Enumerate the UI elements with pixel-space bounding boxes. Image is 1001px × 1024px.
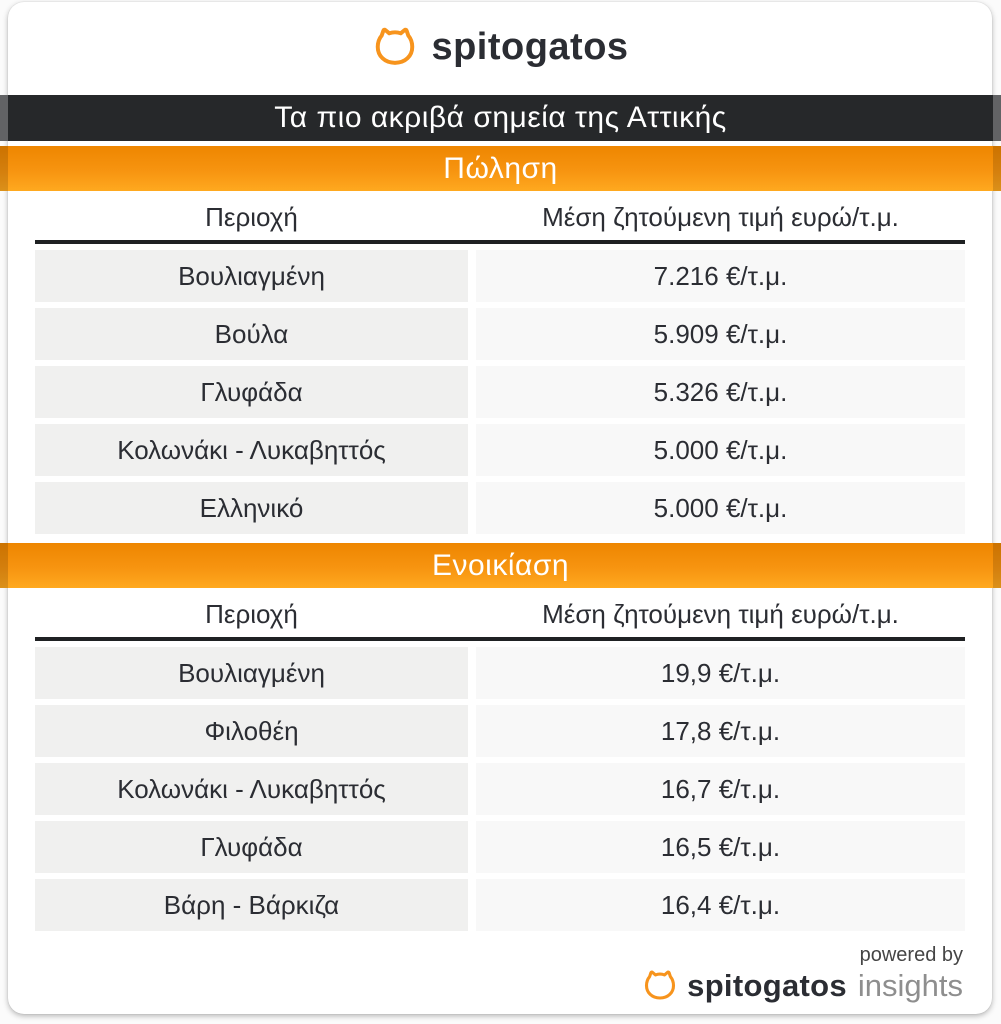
rental-table-header: [35, 588, 965, 637]
area-cell: Γλυφάδα: [35, 366, 468, 418]
area-cell: Ελληνικό: [35, 482, 468, 534]
table-row: [35, 250, 965, 302]
column-header-price: Μέση ζητούμενη τιμή ευρώ/τ.μ.: [542, 202, 899, 232]
area-cell: Γλυφάδα: [35, 821, 468, 873]
sale-table: [35, 191, 965, 534]
table-row: [35, 705, 965, 757]
footer: [0, 931, 1001, 1004]
area-cell: Βούλα: [35, 308, 468, 360]
area-cell: Βουλιαγμένη: [35, 250, 468, 302]
table-row: [35, 879, 965, 931]
price-cell: 17,8 €/τ.μ.: [476, 705, 965, 757]
powered-by-label: powered by: [859, 944, 963, 966]
column-header-area: Περιοχή: [205, 599, 298, 629]
page-title: Τα πιο ακριβά σημεία της Αττικής: [274, 101, 727, 134]
table-row: [35, 366, 965, 418]
header-rule: [35, 240, 965, 244]
area-cell: Κολωνάκι - Λυκαβηττός: [35, 424, 468, 476]
table-row: [35, 482, 965, 534]
area-cell: Κολωνάκι - Λυκαβηττός: [35, 763, 468, 815]
spitogatos-cat-icon: [642, 970, 678, 1002]
table-row: [35, 821, 965, 873]
footer-insights-label: insights: [857, 968, 963, 1003]
section-band-sale: [0, 146, 1001, 191]
price-cell: 16,5 €/τ.μ.: [476, 821, 965, 873]
table-row: [35, 763, 965, 815]
spitogatos-cat-icon: [372, 27, 418, 68]
table-row: [35, 424, 965, 476]
rental-table: [35, 588, 965, 931]
area-cell: Φιλοθέη: [35, 705, 468, 757]
footer-brand-wordmark: spitogatos: [687, 968, 847, 1003]
section-band-rental-label: Ενοικίαση: [431, 548, 570, 582]
section-band-rental: [0, 543, 1001, 588]
brand-header: [0, 0, 1001, 95]
price-cell: 16,7 €/τ.μ.: [476, 763, 965, 815]
table-row: [35, 647, 965, 699]
price-cell: 16,4 €/τ.μ.: [476, 879, 965, 931]
price-cell: 5.326 €/τ.μ.: [476, 366, 965, 418]
column-header-price: Μέση ζητούμενη τιμή ευρώ/τ.μ.: [542, 599, 899, 629]
sale-table-header: [35, 191, 965, 240]
price-cell: 19,9 €/τ.μ.: [476, 647, 965, 699]
section-band-sale-label: Πώληση: [443, 151, 558, 185]
price-cell: 7.216 €/τ.μ.: [476, 250, 965, 302]
price-cell: 5.000 €/τ.μ.: [476, 482, 965, 534]
price-cell: 5.000 €/τ.μ.: [476, 424, 965, 476]
brand-wordmark: spitogatos: [431, 26, 629, 68]
price-cell: 5.909 €/τ.μ.: [476, 308, 965, 360]
footer-logo: [642, 968, 963, 1004]
column-header-area: Περιοχή: [205, 202, 298, 232]
table-row: [35, 308, 965, 360]
header-rule: [35, 637, 965, 641]
area-cell: Βάρη - Βάρκιζα: [35, 879, 468, 931]
area-cell: Βουλιαγμένη: [35, 647, 468, 699]
title-band: [0, 95, 1001, 141]
